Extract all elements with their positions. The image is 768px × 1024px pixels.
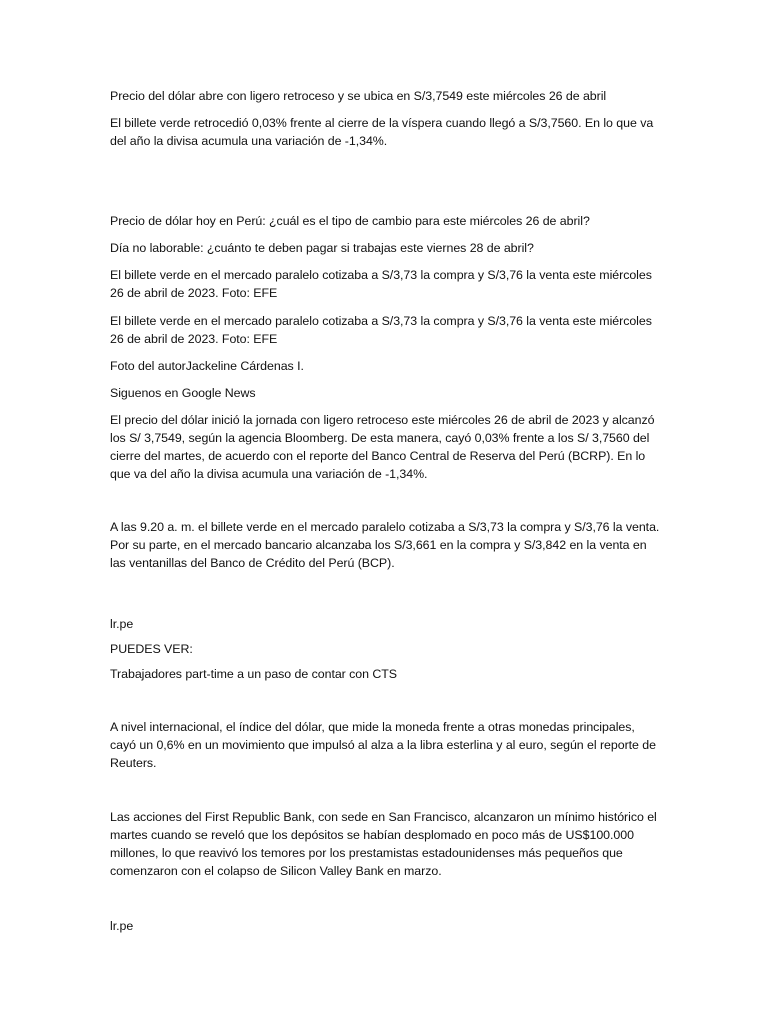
source-label: lr.pe: [110, 617, 134, 631]
source-label-footer: lr.pe: [110, 919, 134, 933]
body-paragraph-international: A nivel internacional, el índice del dólar, que mide la moneda frente a otras monedas principales, cayó un 0,6% en un movimiento que impulsó al alza a la libra esterlina y al euro, según el reporte de Reuters.: [110, 720, 656, 770]
summary-paragraph: El billete verde retrocedió 0,03% frente al cierre de la víspera cuando llegó a S/3,7560. En lo que va del año la divisa acumula una variación de -1,34%.: [110, 116, 654, 148]
photo-caption: El billete verde en el mercado paralelo cotizaba a S/3,73 la compra y S/3,76 la venta este miércoles 26 de abril de 2023. Foto: EFE: [110, 268, 652, 300]
related-link-holiday-pay: Día no laborable: ¿cuánto te deben pagar si trabajas este viernes 28 de abril?: [110, 241, 534, 255]
author-line: Foto del autorJackeline Cárdenas I.: [110, 359, 304, 373]
body-paragraph-first-republic: Las acciones del First Republic Bank, con sede en San Francisco, alcanzaron un mínimo histórico el martes cuando se reveló que los depósitos se habían desplomado en poco más de US$100.000 millones, lo que reavivó los temores por los prestamistas estadounidenses más pequeños que comenzaron con el colapso de Silicon Valley Bank en marzo.: [110, 810, 657, 878]
related-link-exchange-rate: Precio de dólar hoy en Perú: ¿cuál es el tipo de cambio para este miércoles 26 de abril?: [110, 214, 590, 228]
photo-caption-duplicate: El billete verde en el mercado paralelo cotizaba a S/3,73 la compra y S/3,76 la venta este miércoles 26 de abril de 2023. Foto: EFE: [110, 314, 652, 346]
see-also-title: Trabajadores part-time a un paso de contar con CTS: [110, 667, 397, 681]
headline-dollar-price: Precio del dólar abre con ligero retroceso y se ubica en S/3,7549 este miércoles 26 de abril: [110, 89, 607, 103]
google-news-line: Siguenos en Google News: [110, 386, 256, 400]
body-paragraph-market: A las 9.20 a. m. el billete verde en el mercado paralelo cotizaba a S/3,73 la compra y S/3,76 la venta. Por su parte, en el mercado bancario alcanzaba los S/3,661 en la compra y S/3,842 en la venta en las ventanillas del Banco de Crédito del Perú (BCP).: [110, 520, 660, 570]
body-paragraph-opening: El precio del dólar inició la jornada con ligero retroceso este miércoles 26 de abril de 2023 y alcanzó los S/ 3,7549, según la agencia Bloomberg. De esta manera, cayó 0,03% frente a los S/ 3,7560 del cierre del martes, de acuerdo con el reporte del Banco Central de Reserva del Perú (BCRP). En lo que va del año la divisa acumula una variación de -1,34%.: [110, 413, 655, 481]
see-also-label: PUEDES VER:: [110, 642, 193, 656]
